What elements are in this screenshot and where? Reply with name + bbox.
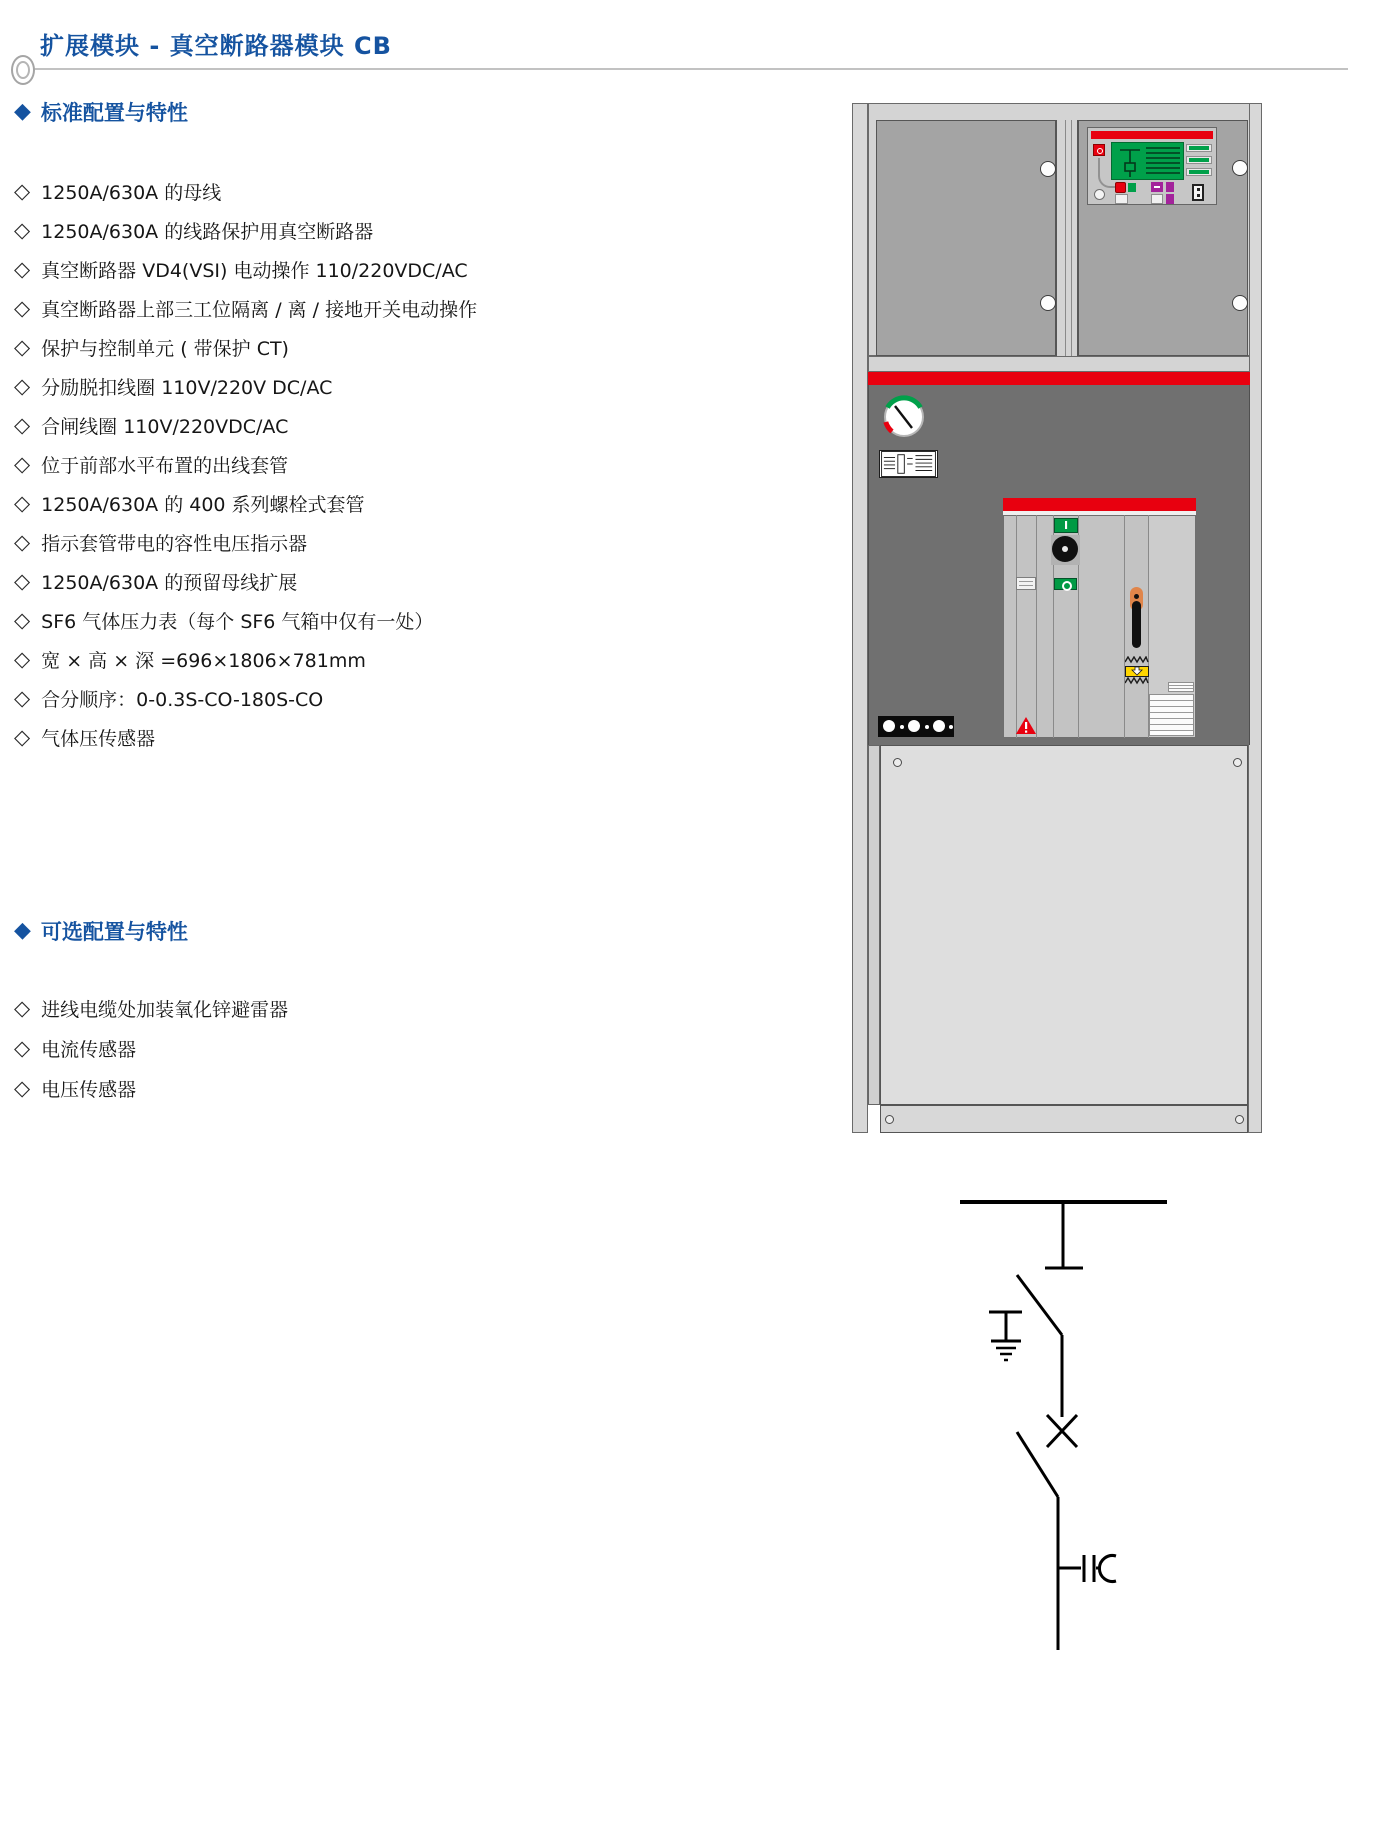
list-item [14,289,477,328]
breaker-red-stripe [1003,498,1196,511]
down-arrow-icon [1126,667,1148,676]
relay-led-fill [1189,170,1209,174]
list-item-text: 宽 × 高 × 深 =696×1806×781mm [41,650,366,672]
list-item [14,328,477,367]
screw-icon [885,1115,894,1124]
vacuum-circuit-breaker-module [1003,498,1196,738]
protection-control-unit [1087,127,1217,205]
hollow-diamond-icon: ◇ [14,491,31,515]
relay-lcd-screen [1111,142,1184,180]
list-item [14,250,477,289]
hollow-diamond-icon: ◇ [14,335,31,359]
list-item [14,601,477,640]
list-item-text: 1250A/630A 的预留母线扩展 [41,572,298,594]
hollow-diamond-icon: ◇ [14,1035,31,1060]
cable-compartment-door [880,745,1248,1105]
section-heading-label: 标准配置与特性 [40,101,188,125]
filled-diamond-icon: ◆ [14,918,31,943]
cabinet-left-rail [852,103,868,1133]
indicator-dot [949,725,953,729]
panel-seam [1124,515,1125,738]
optional-feature-list [14,988,288,1108]
list-item [14,445,477,484]
relay-led [1186,156,1212,164]
relay-white-key [1115,194,1128,204]
hollow-diamond-icon: ◇ [14,1075,31,1100]
indicator-lamp [883,720,895,732]
hollow-diamond-icon: ◇ [14,218,31,242]
indicator-dot [900,725,904,729]
list-item-text: 1250A/630A 的母线 [41,182,222,204]
relay-red-button [1093,144,1105,156]
spring-symbol [1125,656,1149,664]
hollow-diamond-icon: ◇ [14,296,31,320]
relay-mimic-diagram [1112,143,1185,181]
single-line-diagram [940,1190,1180,1660]
screw-icon [1235,1115,1244,1124]
hollow-diamond-icon: ◇ [14,725,31,749]
hollow-diamond-icon: ◇ [14,569,31,593]
relay-purple-button [1151,182,1163,192]
relay-led-fill [1189,158,1209,162]
ring-ornament-inner [16,61,30,79]
relay-purple-button [1166,182,1174,192]
open-button [1054,578,1077,590]
list-item [14,172,477,211]
list-item [14,1068,288,1108]
list-item-text: 真空断路器 VD4(VSI) 电动操作 110/220VDC/AC [41,260,468,282]
hollow-diamond-icon: ◇ [14,608,31,632]
mechanism-compartment [868,385,1250,745]
door-knob [1040,295,1056,311]
screw-icon [893,758,902,767]
hollow-diamond-icon: ◇ [14,374,31,398]
hollow-diamond-icon: ◇ [14,995,31,1020]
section-heading-label: 可选配置与特性 [40,920,188,944]
list-item-text: 进线电缆处加装氧化锌避雷器 [41,998,289,1021]
hollow-diamond-icon: ◇ [14,413,31,437]
relay-red-button-2 [1115,182,1126,193]
list-item [14,679,477,718]
list-item-text: 真空断路器上部三工位隔离 / 离 / 接地开关电动操作 [41,299,478,321]
indicator-dot [925,725,929,729]
close-button: I [1054,518,1078,533]
screw-icon [1233,758,1242,767]
relay-led [1186,144,1212,152]
top-left-door [876,120,1056,356]
list-item [14,988,288,1028]
list-item-text: 保护与控制单元 ( 带保护 CT) [41,338,289,360]
list-item-text: 合闸线圈 110V/220VDC/AC [41,416,289,438]
list-item-text: 电压传感器 [41,1078,137,1101]
relay-purple-button [1166,194,1174,204]
standard-feature-list [14,172,477,757]
door-divider [1056,120,1078,356]
selector-knob [1052,536,1078,562]
filled-diamond-icon: ◆ [14,99,31,124]
relay-led-fill [1189,146,1209,150]
hollow-diamond-icon: ◇ [14,530,31,554]
panel-seam [1016,515,1017,738]
list-item-text: 位于前部水平布置的出线套管 [41,455,289,477]
relay-green-tag [1128,183,1136,192]
cabinet-base [880,1105,1248,1133]
warning-triangle-icon [1015,716,1037,735]
main-red-stripe [868,372,1250,385]
list-item [14,1028,288,1068]
page-title: 扩展模块 - 真空断路器模块 CB [40,32,392,60]
compartment-divider-frame [868,356,1250,372]
list-item-text: 1250A/630A 的线路保护用真空断路器 [41,221,374,243]
panel-seam [1036,515,1037,738]
relay-led-group [1186,144,1213,180]
list-item [14,406,477,445]
lower-left-strip [868,745,880,1105]
relay-red-bar [1091,131,1213,139]
list-item [14,640,477,679]
spring-charge-label [1125,666,1149,677]
section-heading-standard [14,97,188,127]
relay-led [1186,168,1212,176]
list-item-text: 分励脱扣线圈 110V/220V DC/AC [41,377,333,399]
sf6-pressure-gauge [882,395,926,439]
list-item [14,718,477,757]
list-item [14,484,477,523]
list-item-text: 指示套管带电的容性电压指示器 [41,533,308,555]
door-knob [1232,295,1248,311]
indicator-lamp [908,720,920,732]
relay-round-button [1094,189,1105,200]
door-knob [1232,160,1248,176]
relay-port [1192,184,1204,201]
hollow-diamond-icon: ◇ [14,179,31,203]
hollow-diamond-icon: ◇ [14,686,31,710]
door-knob [1040,161,1056,177]
switchgear-cabinet-illustration [852,103,1262,1133]
nameplate [879,450,938,478]
list-item-text: SF6 气体压力表（每个 SF6 气箱中仅有一处） [41,611,434,633]
list-item-text: 1250A/630A 的 400 系列螺栓式套管 [41,494,365,516]
header-divider [32,68,1348,70]
spring-symbol [1125,677,1149,685]
list-item [14,523,477,562]
hollow-diamond-icon: ◇ [14,452,31,476]
panel-label [1016,577,1036,590]
relay-white-key [1151,194,1163,204]
section-heading-optional [14,916,188,946]
hollow-diamond-icon: ◇ [14,257,31,281]
indicator-lamp [933,720,945,732]
operating-lever [1132,601,1141,648]
list-item-text: 合分顺序：0-0.3S-CO-180S-CO [41,689,324,711]
list-item-text: 气体压传感器 [41,728,156,750]
list-item [14,367,477,406]
list-item [14,211,477,250]
cabinet-right-rail [1248,103,1262,1133]
ring-ornament-icon [11,55,35,85]
vent-slots-small [1168,682,1194,692]
voltage-indicator-strip [878,716,954,737]
list-item-text: 电流传感器 [41,1038,137,1061]
vent-grille [1149,694,1194,736]
list-item [14,562,477,601]
hollow-diamond-icon: ◇ [14,647,31,671]
